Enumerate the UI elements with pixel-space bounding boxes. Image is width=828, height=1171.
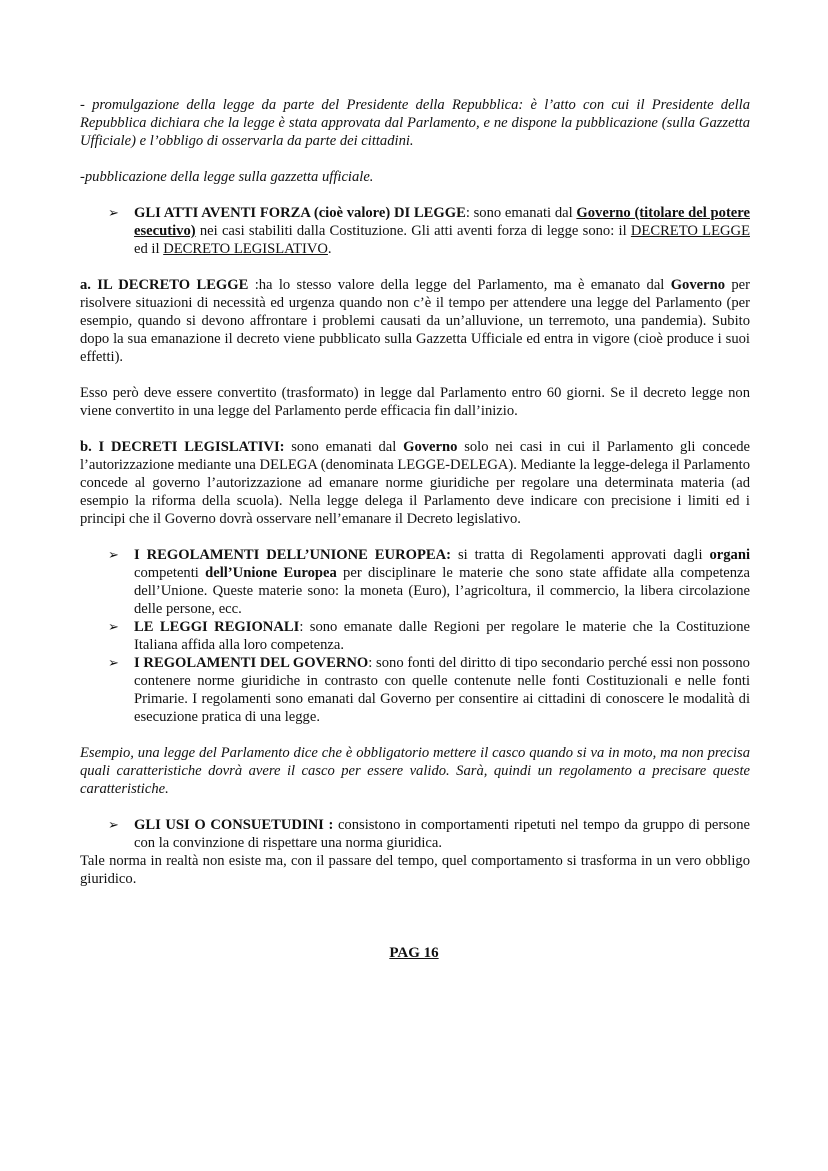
usi-heading: GLI USI O CONSUETUDINI : (134, 817, 334, 833)
regolamenti-ue-heading: I REGOLAMENTI DELL’UNIONE EUROPEA: (134, 547, 452, 563)
regolamenti-governo-heading: I REGOLAMENTI DEL GOVERNO (134, 655, 369, 671)
pubblicazione-paragraph: -pubblicazione della legge sulla gazzetta ufficiale. (80, 169, 374, 185)
arrow-bullet-icon: ➢ (108, 817, 119, 832)
tale-norma-paragraph: Tale norma in realtà non esiste ma, con il passare del tempo, quel comportamento si trasforma in un vero obbligo giuridico. (80, 853, 750, 887)
page-number: PAG 16 (389, 945, 439, 961)
decreto-legge-heading: a. IL DECRETO LEGGE (80, 277, 249, 293)
regolamenti-ue-item: ➢ I REGOLAMENTI DELL’UNIONE EUROPEA: si tratta di Regolamenti approvati dagli organi competenti dell’Unione Europea per disciplinare le materie che sono state affidate alla competenza dell’Unione. Queste materie sono: la moneta (Euro), l’agricoltura, il commercio, la libera circolazione delle persone, ecc. (108, 547, 750, 617)
decreto-legislativo-ref: DECRETO LEGISLATIVO (163, 241, 328, 257)
decreti-legislativi-heading: b. I DECRETI LEGISLATIVI: (80, 439, 285, 455)
usi-consuetudini-item: ➢ GLI USI O CONSUETUDINI : consistono in comportamenti ripetuti nel tempo da gruppo di persone con la convinzione di rispettare una norma giuridica. (108, 817, 750, 851)
promulgazione-paragraph: - promulgazione della legge da parte del Presidente della Repubblica: è l’atto con cui il Presidente della Repubblica dichiara che la legge è stata approvata dal Parlamento, e ne dispone la pubblicazione (sulla Gazzetta Ufficiale) e l’obbligo di osservarla da parte dei cittadini. (80, 97, 750, 149)
decreto-legge-ref: DECRETO LEGGE (630, 223, 750, 239)
arrow-bullet-icon: ➢ (108, 547, 119, 562)
document-body (80, 96, 750, 888)
atti-heading: GLI ATTI AVENTI FORZA (cioè valore) DI LEGGE (134, 205, 466, 221)
decreto-legge-paragraph: a. IL DECRETO LEGGE :ha lo stesso valore della legge del Parlamento, ma è emanato dal Governo per risolvere situazioni di necessità ed urgenza quando non c’è il tempo per attendere una legge del Parlamento (per esempio, quando si devono affrontare i problemi causati da un’alluvione, un terremoto, una pandemia). Subito dopo la sua emanazione il decreto viene pubblicato sulla Gazzetta Ufficiale ed entra in vigore (cioè produce i suoi effetti). (80, 277, 750, 365)
arrow-bullet-icon: ➢ (108, 205, 119, 220)
leggi-regionali-item: ➢ LE LEGGI REGIONALI: sono emanate dalle Regioni per regolare le materie che la Costituzione Italiana affida alla loro competenza. (108, 619, 751, 653)
regolamenti-governo-item: ➢ I REGOLAMENTI DEL GOVERNO: sono fonti del diritto di tipo secondario perché essi non possono contenere norme giuridiche in contrasto con quelle contenute nelle fonti Costituzionali e nelle fonti Primarie. I regolamenti sono emanati dal Governo per consentire ai cittadini di conoscere le modalità di esecuzione pratica di una legge. (108, 655, 750, 725)
esempio-paragraph: Esempio, una legge del Parlamento dice che è obbligatorio mettere il casco quando si va in moto, ma non precisa quali caratteristiche dovrà avere il casco per essere valido. Sarà, quindi un regolamento a precisare queste caratteristiche. (80, 745, 750, 797)
governo-link: Governo (titolare del potere esecutivo) (134, 205, 750, 239)
leggi-regionali-heading: LE LEGGI REGIONALI (134, 619, 300, 635)
arrow-bullet-icon: ➢ (108, 619, 119, 634)
arrow-bullet-icon: ➢ (108, 655, 119, 670)
atti-forza-legge-item: ➢ GLI ATTI AVENTI FORZA (cioè valore) DI LEGGE: sono emanati dal Governo (titolare del potere esecutivo) nei casi stabiliti dalla Costituzione. Gli atti aventi forza di legge sono: il DECRETO LEGGE ed il DECRETO LEGISLATIVO. (108, 205, 750, 257)
conversione-paragraph: Esso però deve essere convertito (trasformato) in legge dal Parlamento entro 60 giorni. Se il decreto legge non viene convertito in una legge del Parlamento perde efficacia fin dall’inizio. (80, 385, 750, 419)
decreti-legislativi-paragraph: b. I DECRETI LEGISLATIVI: sono emanati dal Governo solo nei casi in cui il Parlamento gli concede l’autorizzazione mediante una DELEGA (denominata LEGGE-DELEGA). Mediante la legge-delega il Parlamento concede al governo l’autorizzazione ad emanare norme giuridiche per regolare una determinata materia (ad esempio la riforma della scuola). Nella legge delega il Parlamento deve indicare con precisione i limiti ed i principi che il Governo dovrà osservare nell’emanare il Decreto legislativo. (80, 439, 751, 527)
